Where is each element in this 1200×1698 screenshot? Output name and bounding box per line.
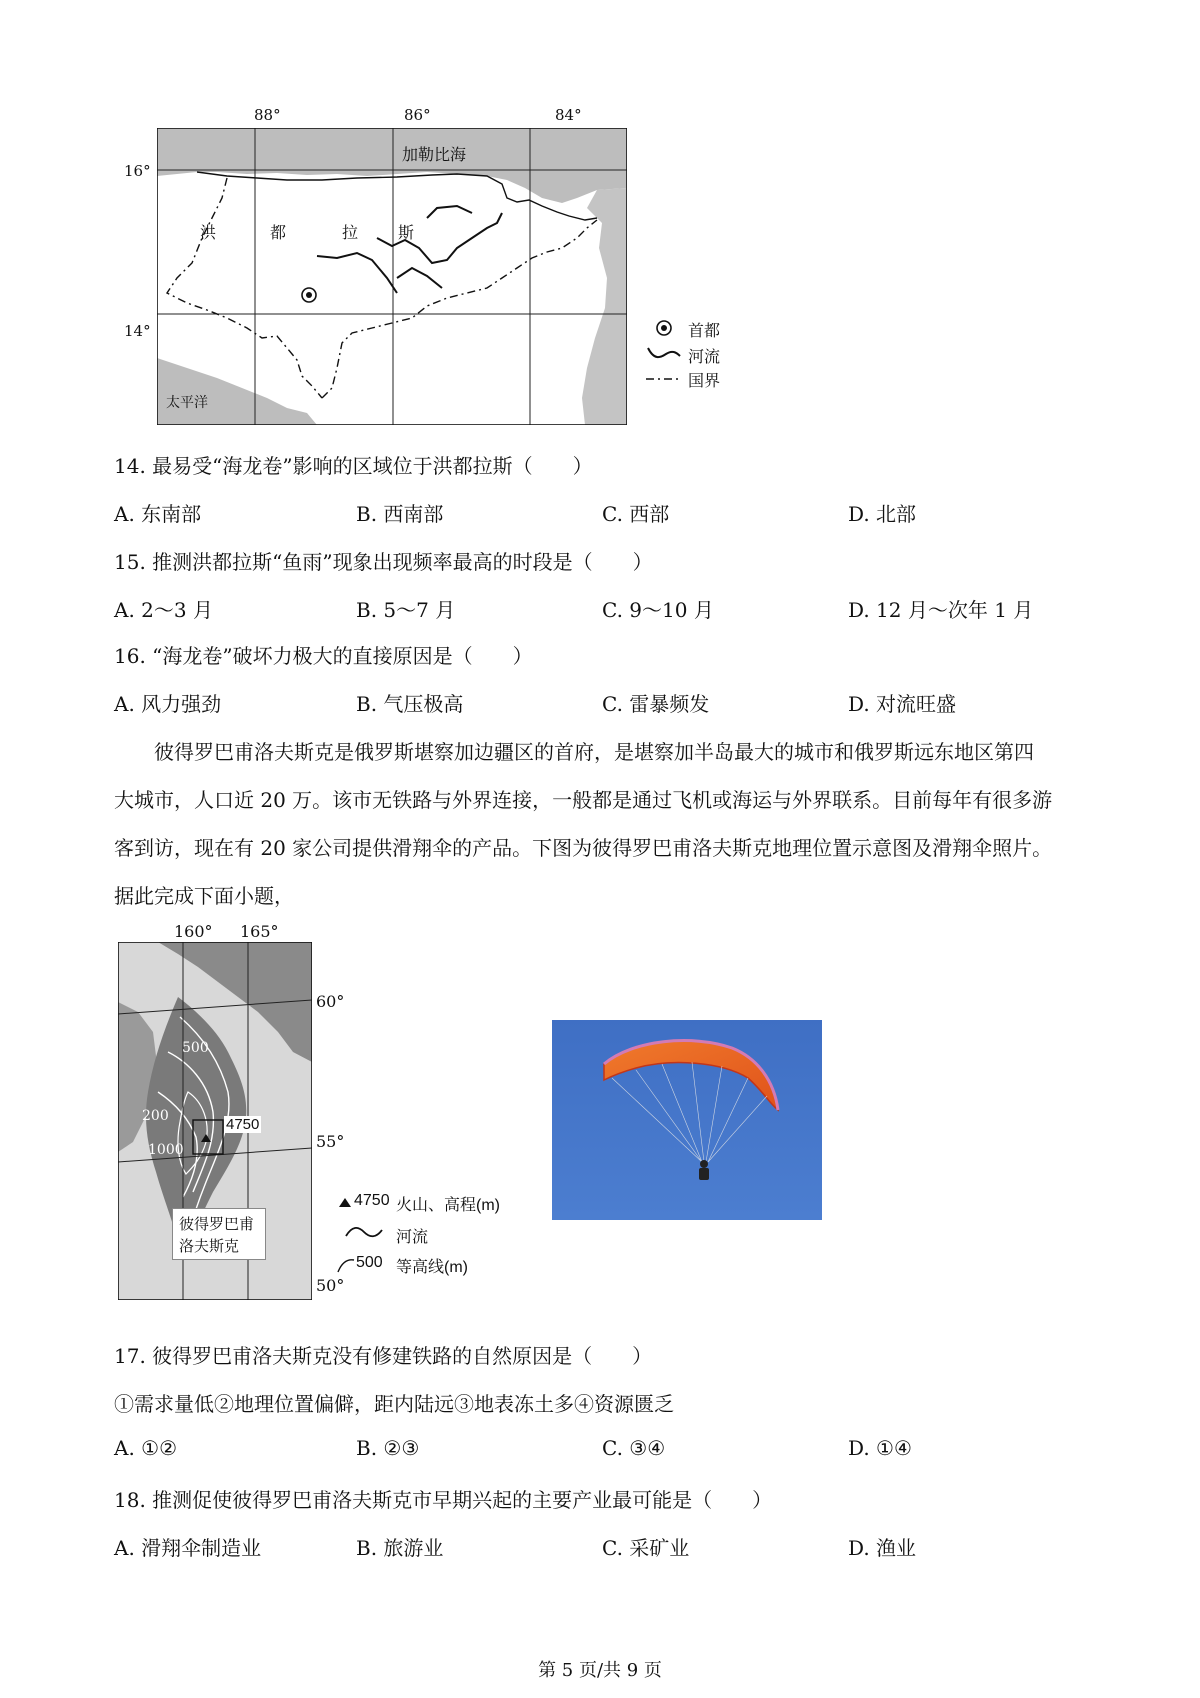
- question-14-option-d: D. 北部: [848, 502, 917, 526]
- question-18-stem: 18. 推测促使彼得罗巴甫洛夫斯克市早期兴起的主要产业最可能是（ ）: [114, 1488, 773, 1512]
- legend-river-icon-2: [344, 1224, 384, 1242]
- question-16-option-b: B. 气压极高: [356, 692, 464, 716]
- legend-volcano-label: 火山、高程(m): [396, 1197, 500, 1214]
- country-char-1: 洪: [200, 223, 217, 242]
- question-18-option-b: B. 旅游业: [356, 1536, 444, 1560]
- country-char-3: 拉: [342, 223, 359, 242]
- honduras-map-frame: [157, 128, 627, 425]
- question-16-option-a: A. 风力强劲: [114, 692, 222, 716]
- question-17-statements: ①需求量低②地理位置偏僻，距内陆远③地表冻土多④资源匮乏: [114, 1392, 674, 1416]
- question-18-option-c: C. 采矿业: [602, 1536, 690, 1560]
- question-15-option-a: A. 2～3 月: [114, 598, 213, 622]
- question-15-stem: 15. 推测洪都拉斯“鱼雨”现象出现频率最高的时段是（ ）: [114, 550, 653, 574]
- passage-line-1: 彼得罗巴甫洛夫斯克是俄罗斯堪察加边疆区的首府，是堪察加半岛最大的城市和俄罗斯远东地区第四: [114, 740, 1034, 764]
- country-char-2: 都: [270, 223, 287, 242]
- lat-label-55: 55°: [316, 1132, 345, 1151]
- legend-volcano-value: 4750: [354, 1192, 390, 1209]
- question-16-stem: 16. “海龙卷”破坏力极大的直接原因是（ ）: [114, 644, 533, 668]
- page-footer: 第 5 页/共 9 页: [538, 1660, 662, 1681]
- passage-line-4: 据此完成下面小题，: [114, 884, 294, 908]
- passage-line-3: 客到访，现在有 20 家公司提供滑翔伞的产品。下图为彼得罗巴甫洛夫斯克地理位置示意图及滑翔伞照片。: [114, 836, 1053, 860]
- legend-contour-label: 等高线(m): [396, 1259, 468, 1276]
- question-16-option-d: D. 对流旺盛: [848, 692, 957, 716]
- city-label-line-2: 洛夫斯克: [179, 1238, 240, 1255]
- question-14-option-a: A. 东南部: [114, 502, 202, 526]
- contour-label-500: 500: [182, 1040, 209, 1056]
- contour-label-1000: 1000: [148, 1142, 184, 1158]
- caribbean-sea-label: 加勒比海: [402, 145, 467, 164]
- paraglider-photo: [552, 1020, 822, 1220]
- lon-label-88: 88°: [254, 106, 281, 124]
- legend-volcano-icon: [338, 1196, 352, 1208]
- city-label-box: [172, 1208, 266, 1260]
- question-15-option-d: D. 12 月～次年 1 月: [848, 598, 1034, 622]
- lon-label-84: 84°: [555, 106, 582, 124]
- legend-contour-value: 500: [356, 1254, 383, 1271]
- contour-label-200: 200: [142, 1108, 169, 1124]
- question-18-option-d: D. 渔业: [848, 1536, 917, 1560]
- legend-capital-icon: [652, 318, 676, 338]
- legend-river-icon: [646, 344, 682, 362]
- question-14-stem: 14. 最易受“海龙卷”影响的区域位于洪都拉斯（ ）: [114, 454, 593, 478]
- passage-line-2: 大城市，人口近 20 万。该市无铁路与外界连接，一般都是通过飞机或海运与外界联系。目前每年有很多游: [114, 788, 1053, 812]
- lon-label-86: 86°: [404, 106, 431, 124]
- city-label-line-1: 彼得罗巴甫: [179, 1216, 255, 1233]
- legend-river-label: 河流: [688, 347, 721, 366]
- legend-border-icon: [644, 374, 684, 384]
- lon-label-160: 160°: [174, 922, 213, 941]
- honduras-map: [100, 100, 720, 430]
- lat-label-60: 60°: [316, 992, 345, 1011]
- question-17-option-d: D. ①④: [848, 1436, 912, 1460]
- kamchatka-map: [112, 920, 552, 1310]
- passage: [114, 728, 1106, 920]
- question-15-option-b: B. 5～7 月: [356, 598, 456, 622]
- legend-contour-icon: [336, 1256, 356, 1274]
- legend-border-label: 国界: [688, 371, 721, 390]
- lat-label-50: 50°: [316, 1276, 345, 1295]
- country-char-4: 斯: [398, 223, 415, 242]
- question-17-option-c: C. ③④: [602, 1436, 666, 1460]
- volcano-value-label: 4750: [226, 1116, 260, 1133]
- question-17-stem: 17. 彼得罗巴甫洛夫斯克没有修建铁路的自然原因是（ ）: [114, 1344, 653, 1368]
- lat-label-16: 16°: [124, 162, 151, 180]
- paraglider-pilot: [699, 1160, 709, 1180]
- lat-label-14: 14°: [124, 322, 151, 340]
- question-15-option-c: C. 9～10 月: [602, 598, 714, 622]
- pacific-label: 太平洋: [166, 395, 208, 411]
- legend-capital-label: 首都: [688, 321, 721, 340]
- question-14-option-b: B. 西南部: [356, 502, 444, 526]
- question-17-option-b: B. ②③: [356, 1436, 420, 1460]
- question-18-option-a: A. 滑翔伞制造业: [114, 1536, 262, 1560]
- question-14-option-c: C. 西部: [602, 502, 670, 526]
- legend-river-label-2: 河流: [396, 1229, 429, 1246]
- question-16-option-c: C. 雷暴频发: [602, 692, 710, 716]
- lon-label-165: 165°: [240, 922, 279, 941]
- question-17-option-a: A. ①②: [114, 1436, 178, 1460]
